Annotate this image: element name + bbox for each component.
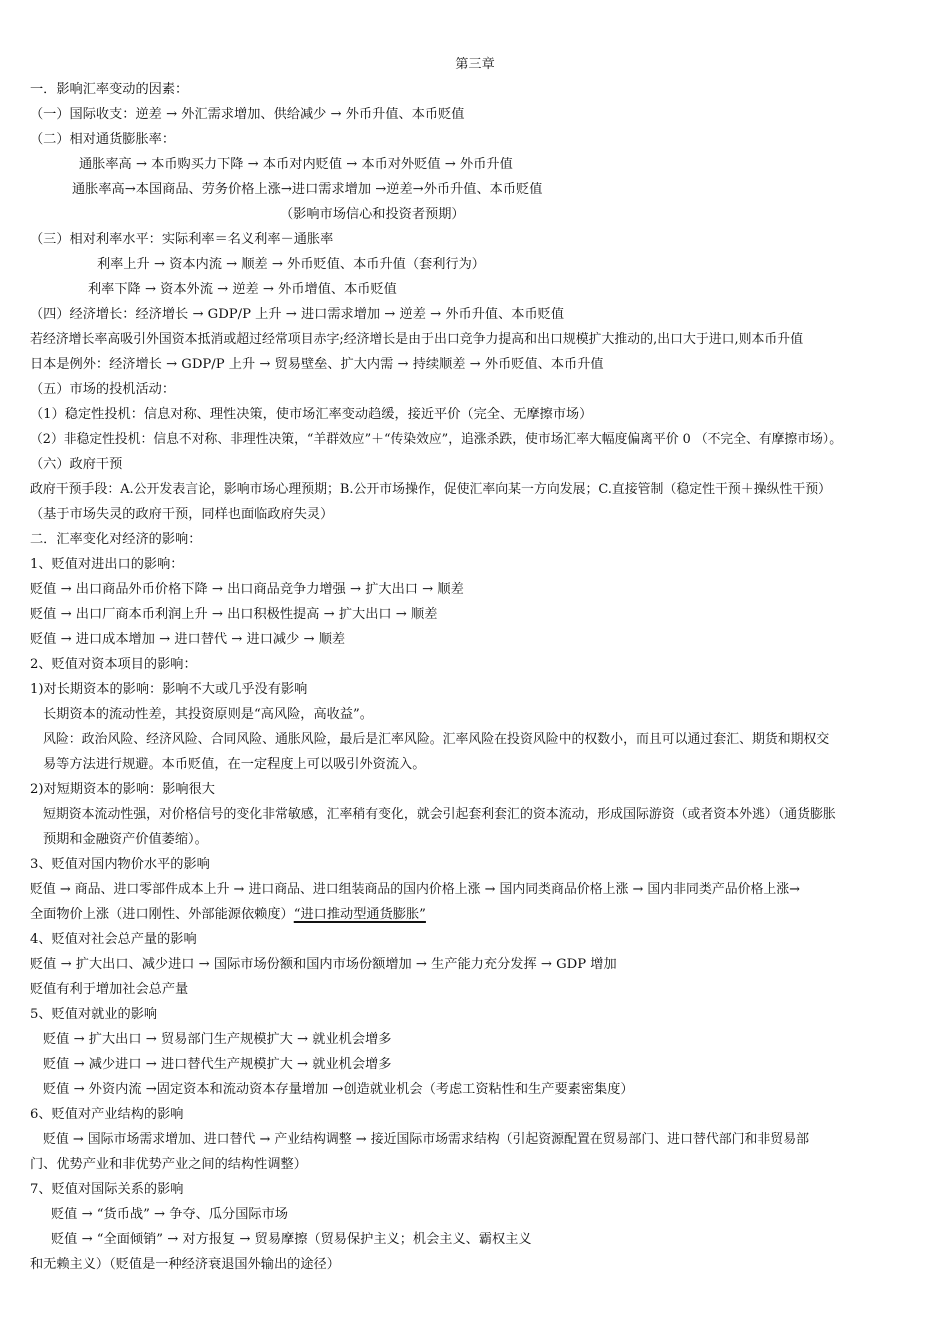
- capital-risk-desc-1: 风险：政治风险、经济风险、合同风险、通胀风险，最后是汇率风险。汇率风险在投资风险中的权数小，而且可以通过套汇、期货和期权交: [43, 732, 830, 747]
- effect-output-2: 贬值有利于增加社会总产量: [30, 982, 189, 997]
- government-note: （基于市场失灵的政府干预，同样也面临政府失灵）: [30, 507, 334, 522]
- effect-employment-heading: 5、贬值对就业的影响: [30, 1007, 158, 1022]
- effect-employment-3: 贬值 → 外资内流 →固定资本和流动资本存量增加 →创造就业机会（考虑工资粘性和生产要素密集度）: [43, 1082, 634, 1097]
- effect-trade-1: 贬值 → 出口商品外币价格下降 → 出口商品竞争力增强 → 扩大出口 → 顺差: [30, 582, 464, 597]
- effect-industry-heading: 6、贬值对产业结构的影响: [30, 1107, 184, 1122]
- effect-relations-1: 贬值 → “货币战” → 争夺、瓜分国际市场: [51, 1207, 288, 1222]
- effect-output-heading: 4、贬值对社会总产量的影响: [30, 932, 197, 947]
- effect-prices-1: 贬值 → 商品、进口零部件成本上升 → 进口商品、进口组装商品的国内价格上涨 → 国内同类商品价格上涨 → 国内非同类产品价格上涨→: [30, 882, 800, 897]
- effect-prices-heading: 3、贬值对国内物价水平的影响: [30, 857, 210, 872]
- capital-short-term-desc-1: 短期资本流动性强，对价格信号的变化非常敏感，汇率稍有变化，就会引起套利套汇的资本流动，形成国际游资（或者资本外逃）（通货膨胀: [43, 807, 836, 822]
- effect-trade-3: 贬值 → 进口成本增加 → 进口替代 → 进口减少 → 顺差: [30, 632, 346, 647]
- effect-industry-2: 门、优势产业和非优势产业之间的结构性调整）: [30, 1157, 307, 1172]
- section-2-heading: 二．汇率变化对经济的影响：: [30, 532, 202, 547]
- capital-short-term-desc-2: 预期和金融资产价值萎缩）。: [43, 832, 208, 847]
- factor-balance-of-payments: （一）国际收支：逆差 → 外汇需求增加、供给减少 → 外币升值、本币贬值: [30, 107, 465, 122]
- effect-relations-3: 和无赖主义）（贬值是一种经济衰退国外输出的途径）: [30, 1257, 340, 1272]
- factor-speculation: （五）市场的投机活动：: [30, 382, 176, 397]
- government-means: 政府干预手段：A.公开发表言论，影响市场心理预期；B.公开市场操作，促使汇率向某一方向发展；C.直接管制（稳定性干预＋操纵性干预）: [30, 482, 832, 497]
- effect-prices-2-line: [30, 906, 426, 924]
- inflation-chain-2: 通胀率高→本国商品、劳务价格上涨→进口需求增加 →逆差→外币升值、本币贬值: [72, 182, 543, 197]
- interest-chain-up: 利率上升 → 资本内流 → 顺差 → 外币贬值、本币升值（套利行为）: [97, 257, 485, 272]
- factor-inflation: （二）相对通货膨胀率：: [30, 132, 176, 147]
- effect-trade-heading: 1、贬值对进出口的影响：: [30, 557, 184, 572]
- effect-employment-1: 贬值 → 扩大出口 → 贸易部门生产规模扩大 → 就业机会增多: [43, 1032, 392, 1047]
- effect-capital-heading: 2、贬值对资本项目的影响：: [30, 657, 197, 672]
- capital-long-term: 1)对长期资本的影响：影响不大或几乎没有影响: [30, 682, 308, 697]
- effect-employment-2: 贬值 → 减少进口 → 进口替代生产规模扩大 → 就业机会增多: [43, 1057, 392, 1072]
- factor-interest-rate: （三）相对利率水平：实际利率＝名义利率－通胀率: [30, 232, 334, 247]
- effect-relations-heading: 7、贬值对国际关系的影响: [30, 1182, 184, 1197]
- growth-note: 若经济增长率高吸引外国资本抵消或超过经常项目赤字;经济增长是由于出口竞争力提高和出口规模扩大推动的,出口大于进口,则本币升值: [30, 332, 804, 347]
- inflation-chain-1: 通胀率高 → 本币购买力下降 → 本币对内贬值 → 本币对外贬值 → 外币升值: [79, 157, 513, 172]
- import-push-inflation-term: “进口推动型通货膨胀”: [293, 907, 426, 922]
- interest-chain-down: 利率下降 → 资本外流 → 逆差 → 外币增值、本币贬值: [88, 282, 397, 297]
- section-1-heading: 一．影响汇率变动的因素：: [30, 82, 189, 97]
- effect-output-1: 贬值 → 扩大出口、减少进口 → 国际市场份额和国内市场份额增加 → 生产能力充分发挥 → GDP 增加: [30, 957, 617, 972]
- factor-growth: （四）经济增长：经济增长 → GDP/P 上升 → 进口需求增加 → 逆差 → 外币升值、本币贬值: [30, 307, 565, 322]
- inflation-note: （影响市场信心和投资者预期）: [280, 207, 465, 222]
- capital-short-term: 2)对短期资本的影响：影响很大: [30, 782, 215, 797]
- effect-trade-2: 贬值 → 出口厂商本币利润上升 → 出口积极性提高 → 扩大出口 → 顺差: [30, 607, 438, 622]
- speculation-unstable: （2）非稳定性投机：信息不对称、非理性决策，“羊群效应”＋“传染效应”，追涨杀跌，使市场汇率大幅度偏离平价 0 （不完全、有摩擦市场）。: [30, 432, 843, 447]
- speculation-stable: （1）稳定性投机：信息对称、理性决策，使市场汇率变动趋缓，接近平价（完全、无摩擦市场）: [30, 407, 593, 422]
- effect-prices-2: 全面物价上涨（进口刚性、外部能源依赖度）: [30, 907, 294, 922]
- capital-risk-desc-2: 易等方法进行规避。本币贬值，在一定程度上可以吸引外资流入。: [43, 757, 426, 772]
- chapter-title: 第三章: [455, 57, 495, 72]
- capital-long-term-desc: 长期资本的流动性差，其投资原则是“高风险，高收益”。: [43, 707, 373, 722]
- effect-relations-2: 贬值 → “全面倾销” → 对方报复 → 贸易摩擦（贸易保护主义；机会主义、霸权主义: [51, 1232, 532, 1247]
- growth-japan: 日本是例外：经济增长 → GDP/P 上升 → 贸易壁垒、扩大内需 → 持续顺差 → 外币贬值、本币升值: [30, 357, 604, 372]
- effect-industry-1: 贬值 → 国际市场需求增加、进口替代 → 产业结构调整 → 接近国际市场需求结构（引起资源配置在贸易部门、进口替代部门和非贸易部: [43, 1132, 809, 1147]
- factor-government: （六）政府干预: [30, 457, 123, 472]
